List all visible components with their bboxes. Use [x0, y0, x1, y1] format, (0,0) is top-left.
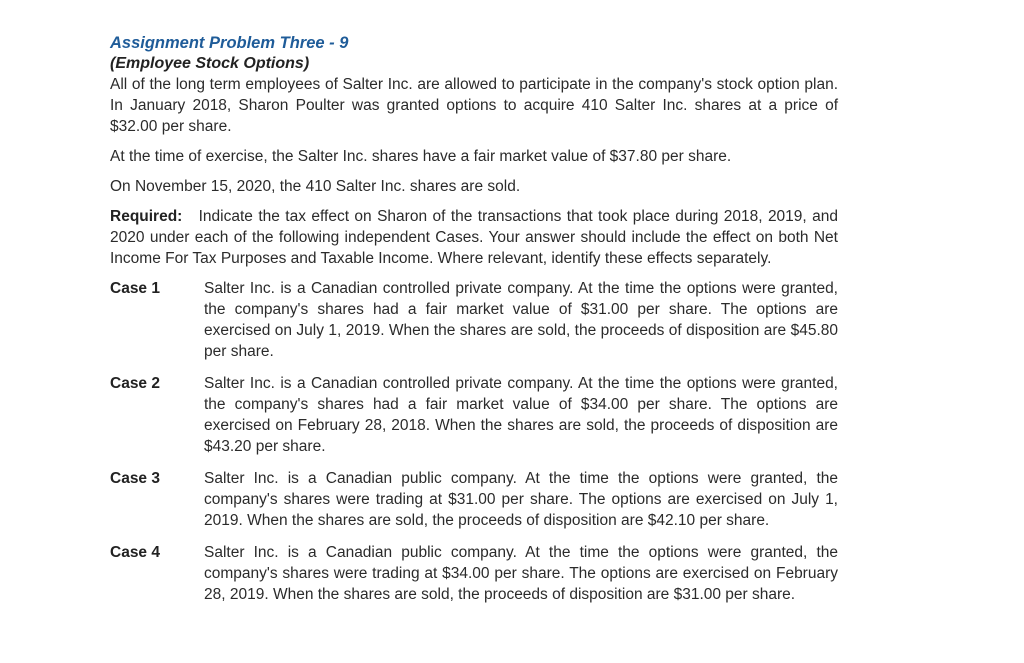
case-item — [110, 373, 838, 457]
required-label: Required: — [110, 208, 183, 225]
case-label: Case 1 — [110, 280, 160, 297]
exercise-paragraph: At the time of exercise, the Salter Inc. shares have a fair market value of $37.80 per share. — [110, 148, 732, 165]
case-item — [110, 542, 838, 605]
case-text: Salter Inc. is a Canadian controlled private company. At the time the options were granted, the company's shares had a fair market value of $31.00 per share. The options are exercised on July 1, 2019. When the shares are sold, the proceeds of disposition are $45.80 per share. — [204, 280, 838, 360]
case-label: Case 3 — [110, 470, 160, 487]
problem-title: Assignment Problem Three - 9 — [110, 34, 349, 52]
intro-paragraph: All of the long term employees of Salter Inc. are allowed to participate in the company's stock option plan. In January 2018, Sharon Poulter was granted options to acquire 410 Salter Inc. shares at a price of $32.00 per share. — [110, 76, 838, 135]
case-item — [110, 468, 838, 531]
sale-paragraph: On November 15, 2020, the 410 Salter Inc. shares are sold. — [110, 178, 521, 195]
case-text: Salter Inc. is a Canadian public company. At the time the options were granted, the company's shares were trading at $34.00 per share. The options are exercised on February 28, 2019. When the shares are sold, the proceeds of disposition are $31.00 per share. — [204, 544, 838, 603]
required-paragraph — [110, 206, 838, 269]
problem-subtitle: (Employee Stock Options) — [110, 55, 310, 72]
case-text: Salter Inc. is a Canadian public company. At the time the options were granted, the company's shares were trading at $31.00 per share. The options are exercised on July 1, 2019. When the shares are sold, the proceeds of disposition are $42.10 per share. — [204, 470, 838, 529]
required-text: Indicate the tax effect on Sharon of the transactions that took place during 2018, 2019, and 2020 under each of the following independent Cases. Your answer should include the effect on both Net Income For Tax Purposes and Taxable Income. Where relevant, identify these effects separately. — [110, 208, 839, 267]
case-label: Case 2 — [110, 375, 160, 392]
problem-document — [110, 33, 838, 616]
case-item — [110, 278, 838, 362]
case-text: Salter Inc. is a Canadian controlled private company. At the time the options were granted, the company's shares had a fair market value of $34.00 per share. The options are exercised on February 28, 2018. When the shares are sold, the proceeds of disposition are $43.20 per share. — [204, 375, 838, 455]
case-list — [110, 278, 838, 605]
case-label: Case 4 — [110, 544, 160, 561]
